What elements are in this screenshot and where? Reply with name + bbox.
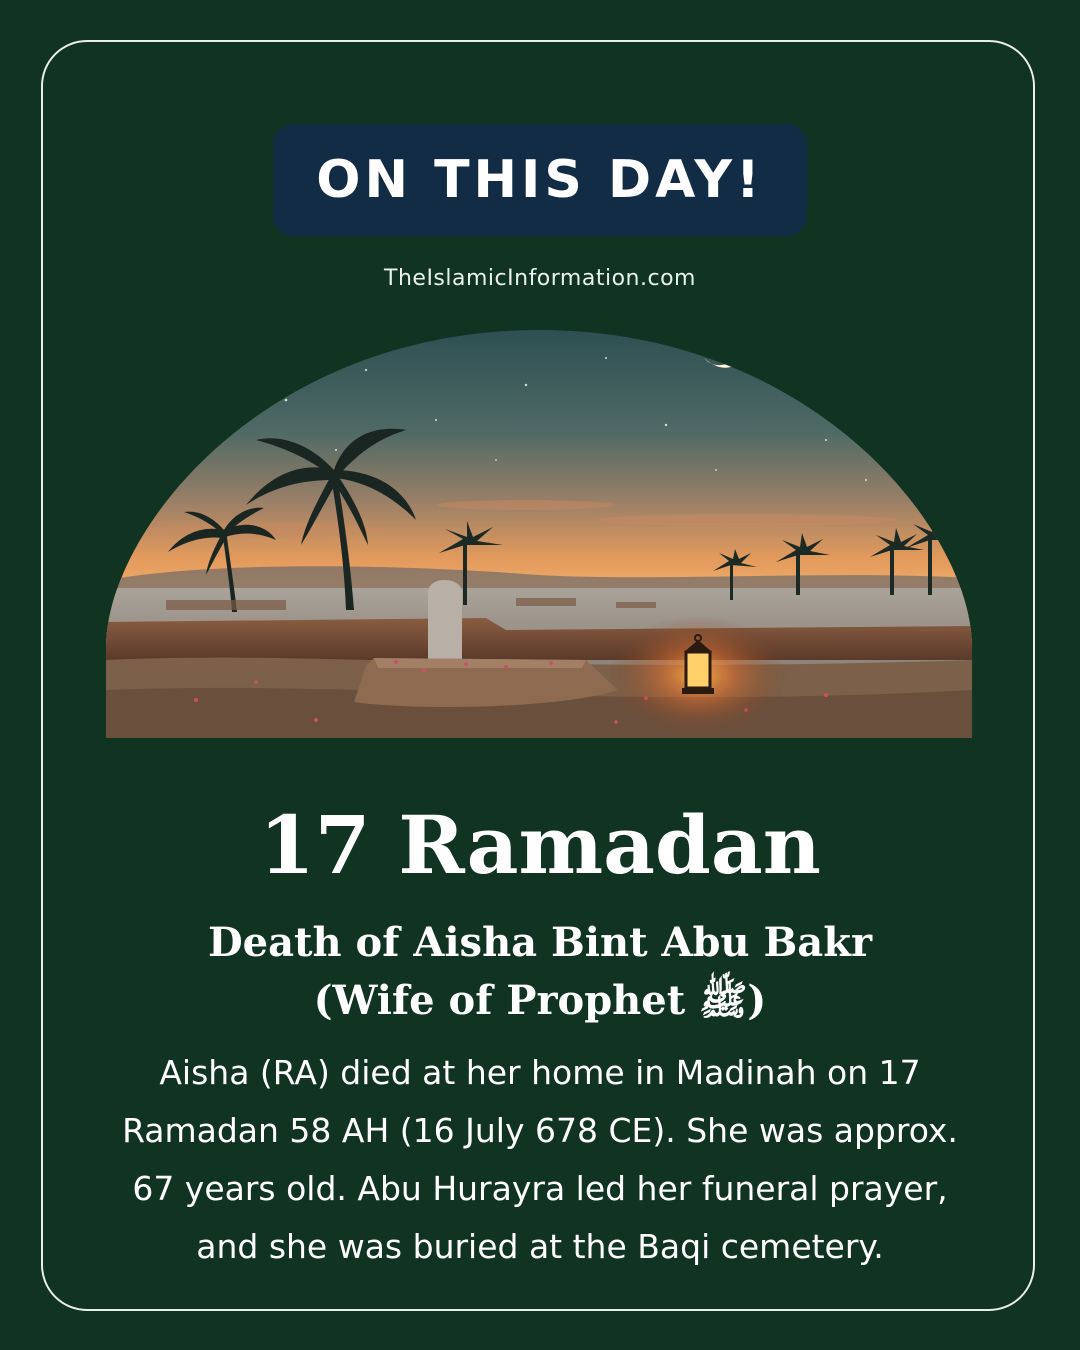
description-line: Aisha (RA) died at her home in Madinah on 17 — [159, 1053, 921, 1092]
description-line: 67 years old. Abu Hurayra led her funeral prayer, — [132, 1169, 948, 1208]
on-this-day-badge — [273, 124, 807, 236]
desert-grave-illustration — [106, 330, 972, 738]
description-line: and she was buried at the Baqi cemetery. — [196, 1227, 884, 1266]
event-title-line: Death of Aisha Bint Abu Bakr — [207, 919, 873, 966]
event-date: 17 Ramadan — [259, 798, 821, 892]
event-description — [0, 1044, 1080, 1276]
badge-label: ON THIS DAY! — [316, 150, 764, 210]
event-title — [0, 914, 1080, 1030]
website-url: TheIslamicInformation.com — [384, 266, 696, 291]
event-title-line: (Wife of Prophet ﷺ) — [313, 977, 767, 1024]
description-line: Ramadan 58 AH (16 July 678 CE). She was approx. — [122, 1111, 958, 1150]
